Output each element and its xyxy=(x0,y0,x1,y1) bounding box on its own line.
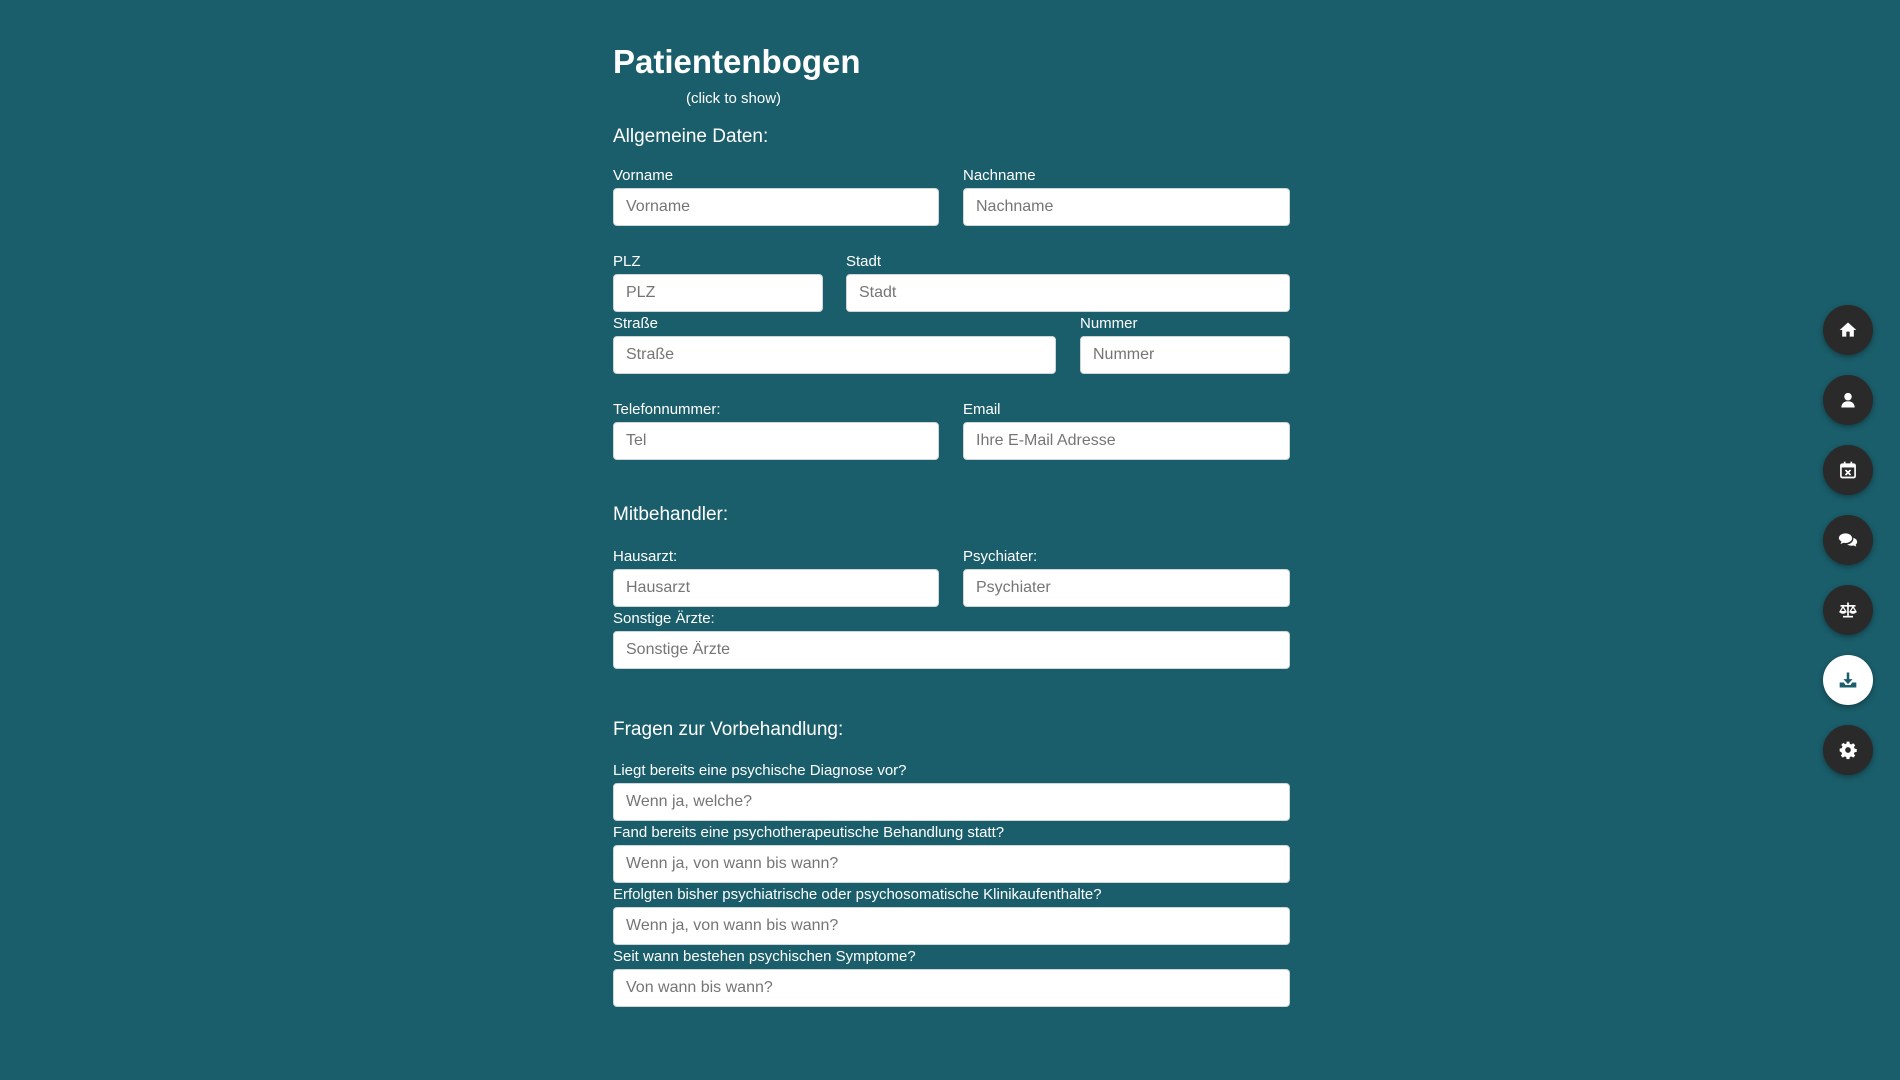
user-icon xyxy=(1838,390,1858,410)
floating-sidebar xyxy=(1823,305,1873,795)
section-title-vorbehandlung: Fragen zur Vorbehandlung: xyxy=(613,719,844,740)
telefon-label: Telefonnummer: xyxy=(613,401,721,418)
settings-button[interactable] xyxy=(1823,725,1873,775)
stadt-group xyxy=(846,253,1290,312)
nachname-input[interactable] xyxy=(963,188,1290,226)
download-icon xyxy=(1838,670,1858,690)
doctors-row xyxy=(613,548,1290,608)
home-button[interactable] xyxy=(1823,305,1873,355)
section-general xyxy=(613,126,1290,461)
page-title: Patientenbogen xyxy=(613,43,861,80)
diagnose-input[interactable] xyxy=(613,783,1290,821)
symptome-label: Seit wann bestehen psychischen Symptome? xyxy=(613,948,916,965)
sonstige-label: Sonstige Ärzte: xyxy=(613,610,715,627)
nummer-group xyxy=(1080,315,1290,374)
calendar-button[interactable] xyxy=(1823,445,1873,495)
nummer-input[interactable] xyxy=(1080,336,1290,374)
contact-row xyxy=(613,401,1290,461)
name-row xyxy=(613,167,1290,227)
psychotherapie-group xyxy=(613,824,1290,883)
plz-group xyxy=(613,253,823,312)
balance-scale-icon xyxy=(1838,600,1858,620)
psychiater-group xyxy=(963,548,1290,607)
home-icon xyxy=(1838,320,1858,340)
profile-button[interactable] xyxy=(1823,375,1873,425)
stadt-label: Stadt xyxy=(846,253,882,270)
chat-button[interactable] xyxy=(1823,515,1873,565)
gear-icon xyxy=(1838,740,1858,760)
vorname-group xyxy=(613,167,939,226)
email-group xyxy=(963,401,1290,460)
email-input[interactable] xyxy=(963,422,1290,460)
klinik-group xyxy=(613,886,1290,945)
vorname-label: Vorname xyxy=(613,167,674,184)
sonstige-group xyxy=(613,610,1290,669)
stadt-input[interactable] xyxy=(846,274,1290,312)
strasse-group xyxy=(613,315,1056,374)
email-label: Email xyxy=(963,401,1001,418)
nummer-label: Nummer xyxy=(1080,315,1138,332)
psychotherapie-input[interactable] xyxy=(613,845,1290,883)
klinik-input[interactable] xyxy=(613,907,1290,945)
section-title-mitbehandler: Mitbehandler: xyxy=(613,504,729,525)
psychotherapie-label: Fand bereits eine psychotherapeutische Behandlung statt? xyxy=(613,824,1005,841)
hausarzt-group xyxy=(613,548,939,607)
vorname-input[interactable] xyxy=(613,188,939,226)
calendar-x-icon xyxy=(1838,460,1858,480)
comments-icon xyxy=(1838,530,1858,550)
hausarzt-label: Hausarzt: xyxy=(613,548,678,565)
section-mitbehandler xyxy=(613,504,1290,669)
section-vorbehandlung xyxy=(613,719,1290,1007)
telefon-group xyxy=(613,401,939,460)
nachname-group xyxy=(963,167,1290,226)
legal-button[interactable] xyxy=(1823,585,1873,635)
hausarzt-input[interactable] xyxy=(613,569,939,607)
section-title-general: Allgemeine Daten: xyxy=(613,126,769,147)
download-button[interactable] xyxy=(1823,655,1873,705)
diagnose-label: Liegt bereits eine psychische Diagnose vor? xyxy=(613,762,907,779)
address-city-row xyxy=(613,253,1290,313)
symptome-group xyxy=(613,948,1290,1007)
plz-input[interactable] xyxy=(613,274,823,312)
diagnose-group xyxy=(613,762,1290,821)
plz-label: PLZ xyxy=(613,253,641,270)
strasse-label: Straße xyxy=(613,315,659,332)
telefon-input[interactable] xyxy=(613,422,939,460)
strasse-input[interactable] xyxy=(613,336,1056,374)
patient-form xyxy=(613,42,1290,1007)
psychiater-input[interactable] xyxy=(963,569,1290,607)
click-to-show-toggle[interactable]: (click to show) xyxy=(686,90,782,107)
klinik-label: Erfolgten bisher psychiatrische oder psychosomatische Klinikaufenthalte? xyxy=(613,886,1102,903)
street-row xyxy=(613,315,1290,375)
psychiater-label: Psychiater: xyxy=(963,548,1038,565)
symptome-input[interactable] xyxy=(613,969,1290,1007)
sonstige-input[interactable] xyxy=(613,631,1290,669)
nachname-label: Nachname xyxy=(963,167,1036,184)
